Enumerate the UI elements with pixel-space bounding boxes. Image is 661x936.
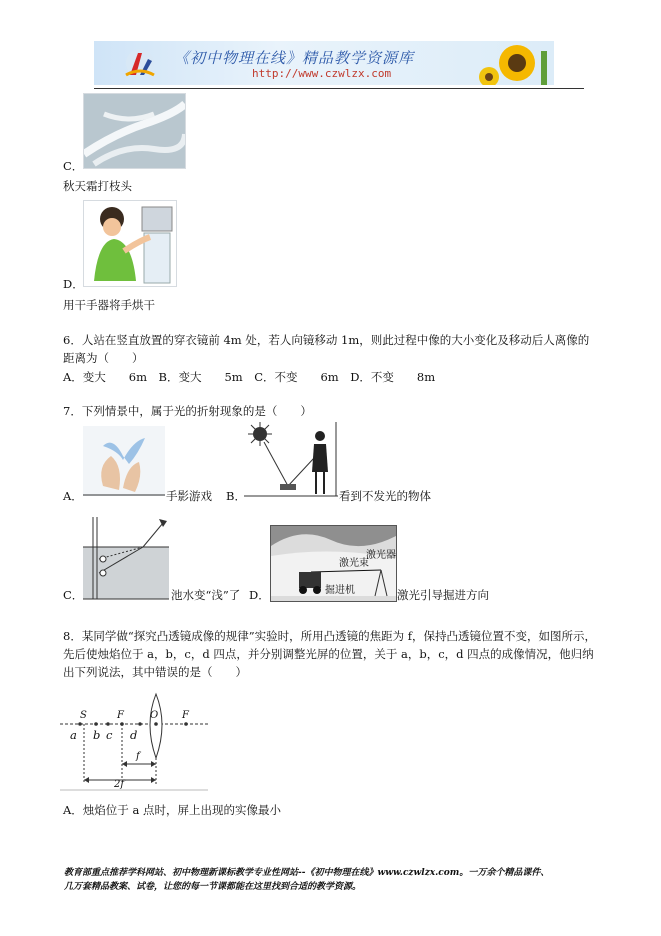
tunnel-laser-beam-label: 激光束 — [339, 558, 369, 569]
footer-line1: 教育部重点推荐学科网站、初中物理新课标教学专业性网站--《初中物理在线》www.czwlzx.com。一万余个精品课件、 — [64, 868, 550, 878]
convex-lens-diagram — [60, 688, 210, 793]
header-title: 《初中物理在线》精品教学资源库 — [174, 49, 415, 67]
q8-stem-line3: 出下列说法，其中错误的是（ ） — [63, 665, 247, 679]
diagram-label-c: c — [106, 728, 113, 742]
diagram-label-b: b — [93, 728, 101, 742]
tunnel-machine-label: 掘进机 — [325, 585, 355, 596]
q7-option-d-label: D． — [249, 588, 270, 602]
diagram-label-f-dim: f — [136, 751, 140, 762]
pool-refraction-image — [83, 515, 171, 600]
q6-stem-line2: 距离为（ ） — [63, 351, 144, 365]
hand-dryer-image — [83, 200, 177, 287]
q5-option-d-label: D． — [63, 277, 84, 291]
header-url: http://www.czwlzx.com — [252, 67, 392, 80]
q5-option-c-caption: 秋天霜打枝头 — [63, 179, 132, 193]
diagram-label-2f-dim: 2f — [114, 779, 125, 790]
sunflower-icon — [479, 41, 554, 85]
q7-stem: 7．下列情景中，属于光的折射现象的是（ ） — [63, 404, 312, 418]
q7-option-c-label: C． — [63, 588, 84, 602]
tunnel-laser-image — [270, 525, 397, 602]
q8-stem-line1: 8．某同学做“探究凸透镜成像的规律”实验时，所用凸透镜的焦距为 f，保持凸透镜位置不变，如图所示， — [63, 629, 596, 643]
q8-stem-line2: 先后使烛焰位于 a，b，c，d 四点，并分别调整光屏的位置，关于 a，b，c，d 四点的成像情况，他归纳 — [63, 647, 594, 661]
q5-option-d-caption: 用干手器将手烘干 — [63, 298, 155, 312]
site-logo-icon — [122, 45, 158, 81]
q6-stem-line1: 6．人站在竖直放置的穿衣镜前 4m 处，若人向镜移动 1m，则此过程中像的大小变化及移动后人离像的 — [63, 333, 590, 347]
frost-branch-image — [83, 93, 186, 169]
q7-option-c-caption: 池水变“浅”了 — [171, 588, 241, 602]
diagram-label-o: O — [150, 710, 159, 721]
diagram-label-d: d — [130, 728, 138, 742]
tunnel-laser-device-label: 激光器 — [366, 550, 396, 561]
q8-option-a: A．烛焰位于 a 点时，屏上出现的实像最小 — [63, 803, 281, 817]
diagram-label-s: S — [80, 710, 87, 721]
q7-option-a-caption: 手影游戏 — [166, 489, 212, 503]
diagram-label-a: a — [70, 728, 77, 742]
hand-shadow-image — [83, 426, 165, 496]
q7-option-d-caption: 激光引导掘进方向 — [397, 588, 489, 602]
q7-option-b-caption: 看到不发光的物体 — [339, 489, 431, 503]
header-divider — [94, 88, 584, 89]
diagram-label-f-right: F — [182, 710, 189, 721]
header-banner — [94, 41, 554, 85]
diagram-label-f-left: F — [117, 710, 124, 721]
reflection-scene-image — [244, 422, 338, 498]
q7-option-a-label: A． — [63, 489, 83, 503]
q7-option-b-label: B． — [226, 489, 246, 503]
footer-line2: 几万套精品教案、试卷，让您的每一节课都能在这里找到合适的教学资源。 — [64, 882, 362, 892]
q6-options: A．变大 6m B．变大 5m C．不变 6m D．不变 8m — [63, 370, 436, 384]
q5-option-c-label: C． — [63, 159, 84, 173]
